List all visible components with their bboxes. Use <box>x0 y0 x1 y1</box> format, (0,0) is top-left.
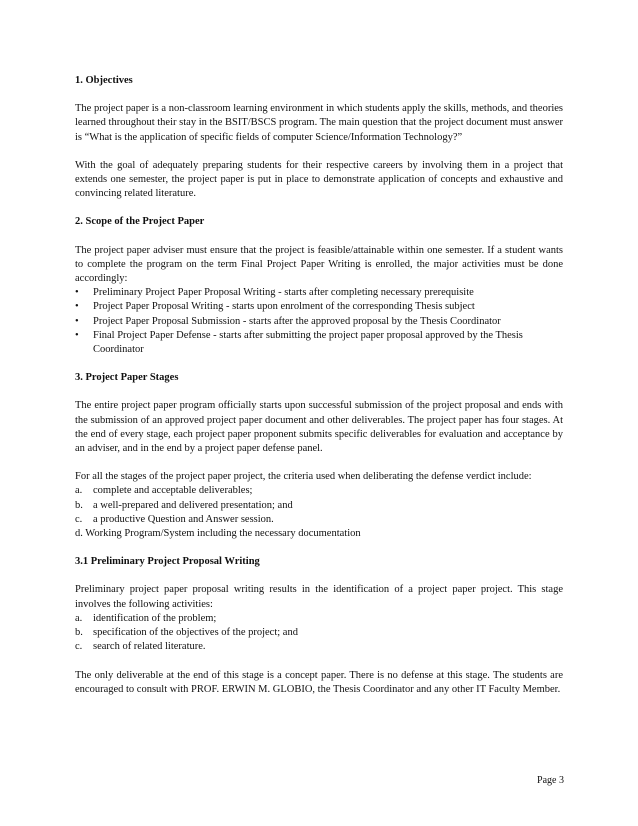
list-marker: c. <box>75 513 83 525</box>
criteria-list <box>75 484 563 527</box>
list-item-text: search of related literature. <box>93 641 206 653</box>
preliminary-paragraph-2: The only deliverable at the end of this stage is a concept paper. There is no defense at this stage. The students are encouraged to consult with PROF. ERWIN M. GLOBIO, the Thesis Coordinator and any other IT Faculty Member. <box>75 669 563 695</box>
section-heading-preliminary: 3.1 Preliminary Project Proposal Writing <box>75 556 260 568</box>
scope-paragraph-1: The project paper adviser must ensure that the project is feasible/attainable within one semester. If a student wants to complete the program on the term Final Project Paper Writing is enrolled, the major activities must be done accordingly: <box>75 244 563 285</box>
bullet-icon: • <box>75 315 79 327</box>
list-item <box>75 626 563 640</box>
bullet-icon: • <box>75 287 79 299</box>
section-heading-scope: 2. Scope of the Project Paper <box>75 216 205 228</box>
list-item <box>75 499 563 513</box>
bullet-icon: • <box>75 329 79 341</box>
list-item-text: specification of the objectives of the project; and <box>93 627 298 639</box>
criteria-tail-line: d. Working Program/System including the necessary documentation <box>75 528 361 540</box>
list-item-text: a well-prepared and delivered presentation; and <box>93 499 293 511</box>
list-item-text: complete and acceptable deliverables; <box>93 485 253 497</box>
list-item <box>75 513 563 527</box>
section-heading-objectives: 1. Objectives <box>75 75 133 86</box>
activities-list <box>75 612 563 655</box>
objectives-paragraph-2: With the goal of adequately preparing students for their respective careers by involving them in a project that extends one semester, the project paper is put in place to demonstrate application of concepts and exhaustive and convincing related literature. <box>75 159 563 200</box>
list-item <box>75 329 563 357</box>
bullet-icon: • <box>75 301 79 313</box>
list-marker: c. <box>75 641 83 653</box>
list-item <box>75 315 563 329</box>
list-item <box>75 286 563 300</box>
list-item <box>75 300 563 314</box>
list-item-text: Final Project Paper Defense - starts after submitting the project paper proposal approved by the Thesis Coordinator <box>93 329 523 356</box>
scope-bullet-list <box>75 286 563 357</box>
page-number: Page 3 <box>537 775 564 786</box>
list-item <box>75 612 563 626</box>
objectives-paragraph-1: The project paper is a non-classroom learning environment in which students apply the skills, methods, and theories learned throughout their stay in the BSIT/BSCS program. The main question that the project document must answer is “What is the application of specific fields of computer Science/Information Technology?” <box>75 103 563 143</box>
list-item-text: Project Paper Proposal Writing - starts upon enrolment of the corresponding Thesis subject <box>93 301 475 313</box>
list-item-text: identification of the problem; <box>93 612 217 624</box>
list-item-text: a productive Question and Answer session. <box>93 513 274 525</box>
section-heading-stages: 3. Project Paper Stages <box>75 372 179 384</box>
list-marker: b. <box>75 627 83 639</box>
list-marker: b. <box>75 499 83 511</box>
preliminary-paragraph-1: Preliminary project paper proposal writing results in the identification of a project paper project. This stage involves the following activities: <box>75 584 563 610</box>
list-item <box>75 484 563 498</box>
list-item-text: Preliminary Project Paper Proposal Writing - starts after completing necessary prerequisite <box>93 287 474 299</box>
list-item <box>75 640 563 654</box>
list-marker: a. <box>75 612 83 624</box>
list-marker: a. <box>75 485 83 497</box>
list-item-text: Project Paper Proposal Submission - starts after the approved proposal by the Thesis Coordinator <box>93 315 501 327</box>
stages-paragraph-1: The entire project paper program officially starts upon successful submission of the project proposal and ends with the submission of an approved project paper document and other deliverables. The project paper has four stages. At the end of every stage, each project paper proponent submits specific deliverables for evaluation and acceptance by an adviser, and in the end by a project paper defense panel. <box>75 400 563 455</box>
stages-paragraph-2: For all the stages of the project paper project, the criteria used when deliberating the defense verdict include: <box>75 471 532 483</box>
